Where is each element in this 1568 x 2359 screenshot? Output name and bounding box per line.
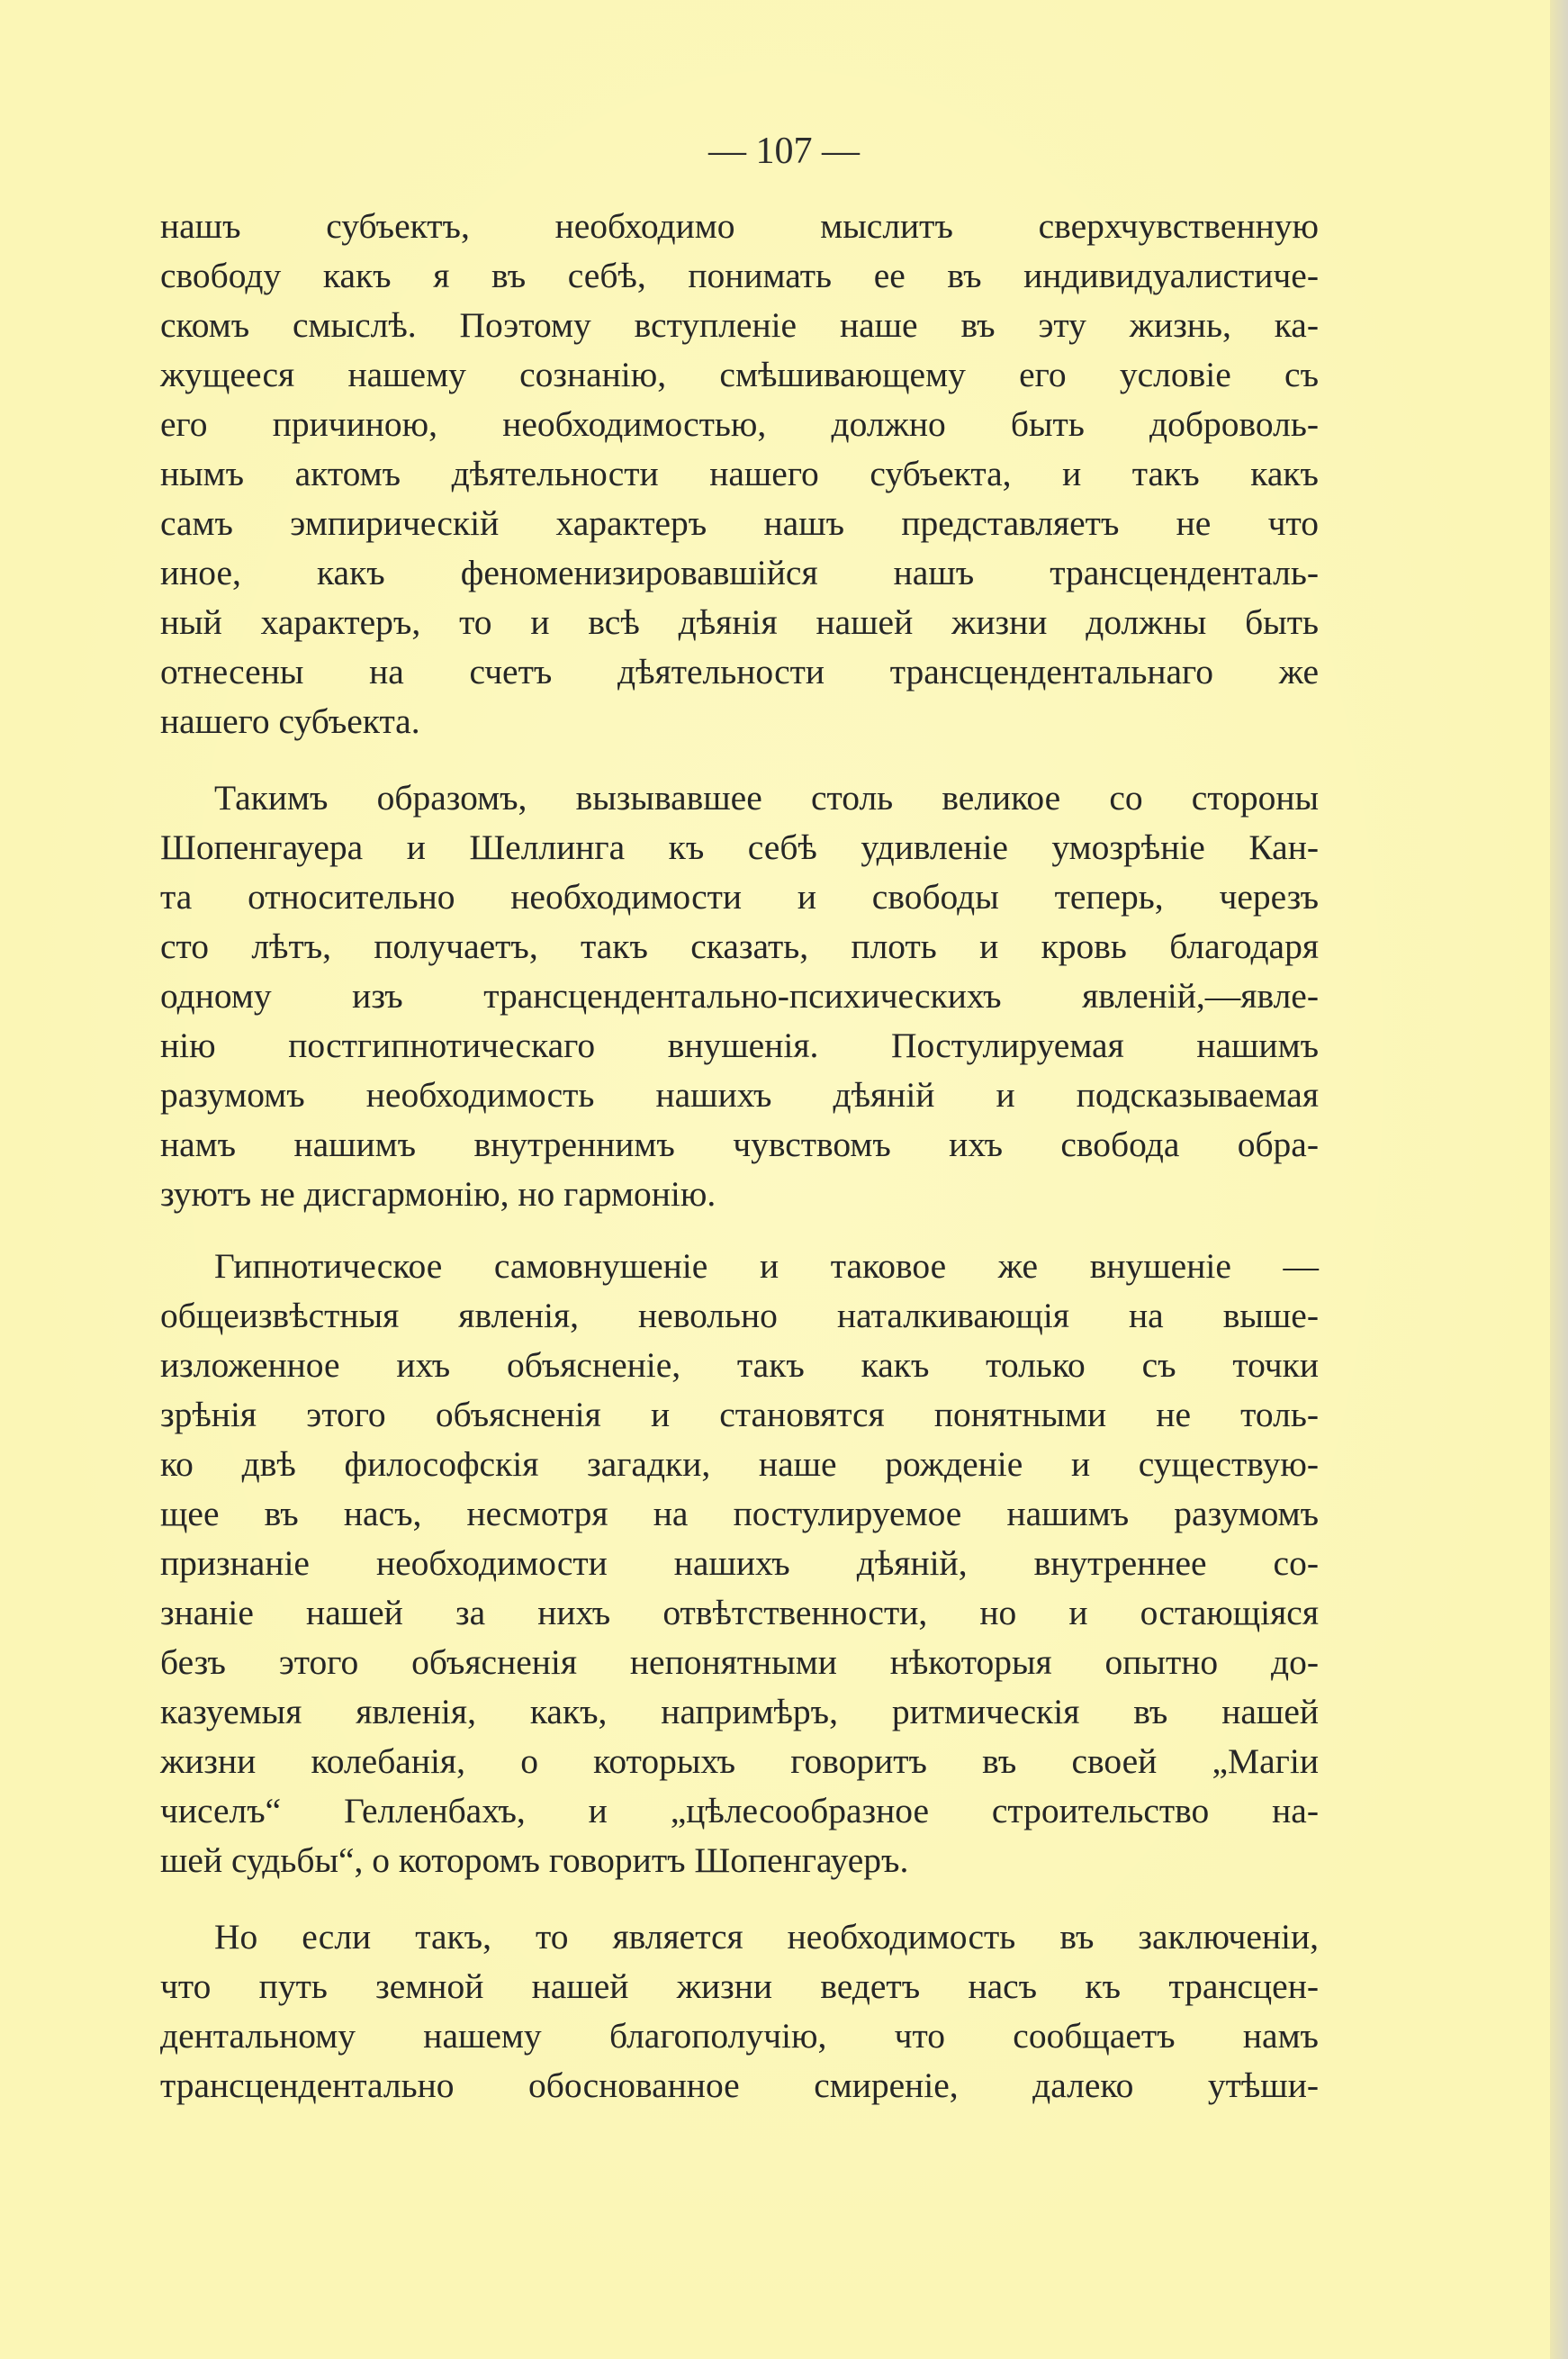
text-line: свободу какъ я въ себѣ, понимать ее въ индивидуалистиче- [160, 256, 1319, 295]
text-line: намъ нашимъ внутреннимъ чувствомъ ихъ свобода обра- [160, 1125, 1319, 1164]
text-line: Гипнотическое самовнушеніе и таковое же внушеніе — [214, 1246, 1319, 1286]
text-line: скомъ смыслѣ. Поэтому вступленіе наше въ эту жизнь, ка- [160, 305, 1319, 345]
text-line: общеизвѣстныя явленія, невольно наталкивающія на выше- [160, 1296, 1319, 1335]
page-number: — 107 — [708, 131, 860, 172]
text-line: нымъ актомъ дѣятельности нашего субъекта, и такъ какъ [160, 454, 1319, 493]
text-line: та относительно необходимости и свободы теперь, черезъ [160, 877, 1319, 917]
text-line: ный характеръ, то и всѣ дѣянія нашей жизни должны быть [160, 602, 1319, 642]
text-line: безъ этого объясненія непонятными нѣкоторыя опытно до- [160, 1642, 1319, 1682]
text-line: дентальному нашему благополучію, что сообщаетъ намъ [160, 2016, 1319, 2056]
text-line: чиселъ“ Гелленбахъ, и „цѣлесообразное строительство на- [160, 1791, 1319, 1830]
text-line: трансцендентально обоснованное смиреніе, далеко утѣши- [160, 2065, 1319, 2105]
text-line: зуютъ не дисгармонію, но гармонію. [160, 1174, 716, 1214]
text-line: одному изъ трансцендентально-психическихъ явленій,—явле- [160, 976, 1319, 1016]
text-line: самъ эмпирическій характеръ нашъ представляетъ не что [160, 503, 1319, 543]
text-line: жущееся нашему сознанію, смѣшивающему его условіе съ [160, 355, 1319, 394]
text-line: его причиною, необходимостью, должно быть доброволь- [160, 404, 1319, 444]
text-line: жизни колебанія, о которыхъ говоритъ въ своей „Магіи [160, 1741, 1319, 1781]
text-line: ко двѣ философскія загадки, наше рожденіе и существую- [160, 1444, 1319, 1484]
text-line: нію постгипнотическаго внушенія. Постулируемая нашимъ [160, 1026, 1319, 1065]
text-line: разумомъ необходимость нашихъ дѣяній и подсказываемая [160, 1075, 1319, 1115]
text-line: отнесены на счетъ дѣятельности трансцендентальнаго же [160, 652, 1319, 691]
text-line: сто лѣтъ, получаетъ, такъ сказать, плоть и кровь благодаря [160, 926, 1319, 966]
text-line: что путь земной нашей жизни ведетъ насъ къ трансцен- [160, 1966, 1319, 2006]
text-line: Шопенгауера и Шеллинга къ себѣ удивленіе умозрѣніе Кан- [160, 827, 1319, 867]
text-line: признаніе необходимости нашихъ дѣяній, внутреннее со- [160, 1543, 1319, 1583]
text-line: нашъ субъектъ, необходимо мыслитъ сверхчувственную [160, 206, 1319, 246]
text-line: казуемыя явленія, какъ, напримѣръ, ритмическія въ нашей [160, 1692, 1319, 1731]
text-line: нашего субъекта. [160, 701, 420, 741]
text-line: Но если такъ, то является необходимость въ заключеніи, [214, 1917, 1319, 1957]
text-line: иное, какъ феноменизировавшійся нашъ трансценденталь- [160, 553, 1319, 592]
text-line: шей судьбы“, о которомъ говоритъ Шопенгауеръ. [160, 1840, 909, 1880]
text-line: зрѣнія этого объясненія и становятся понятными не толь- [160, 1395, 1319, 1434]
text-line: щее въ насъ, несмотря на постулируемое нашимъ разумомъ [160, 1494, 1319, 1533]
text-line: знаніе нашей за нихъ отвѣтственности, но и остающіяся [160, 1593, 1319, 1632]
text-line: изложенное ихъ объясненіе, такъ какъ только съ точки [160, 1345, 1319, 1385]
text-line: Такимъ образомъ, вызывавшее столь великое со стороны [214, 778, 1319, 818]
